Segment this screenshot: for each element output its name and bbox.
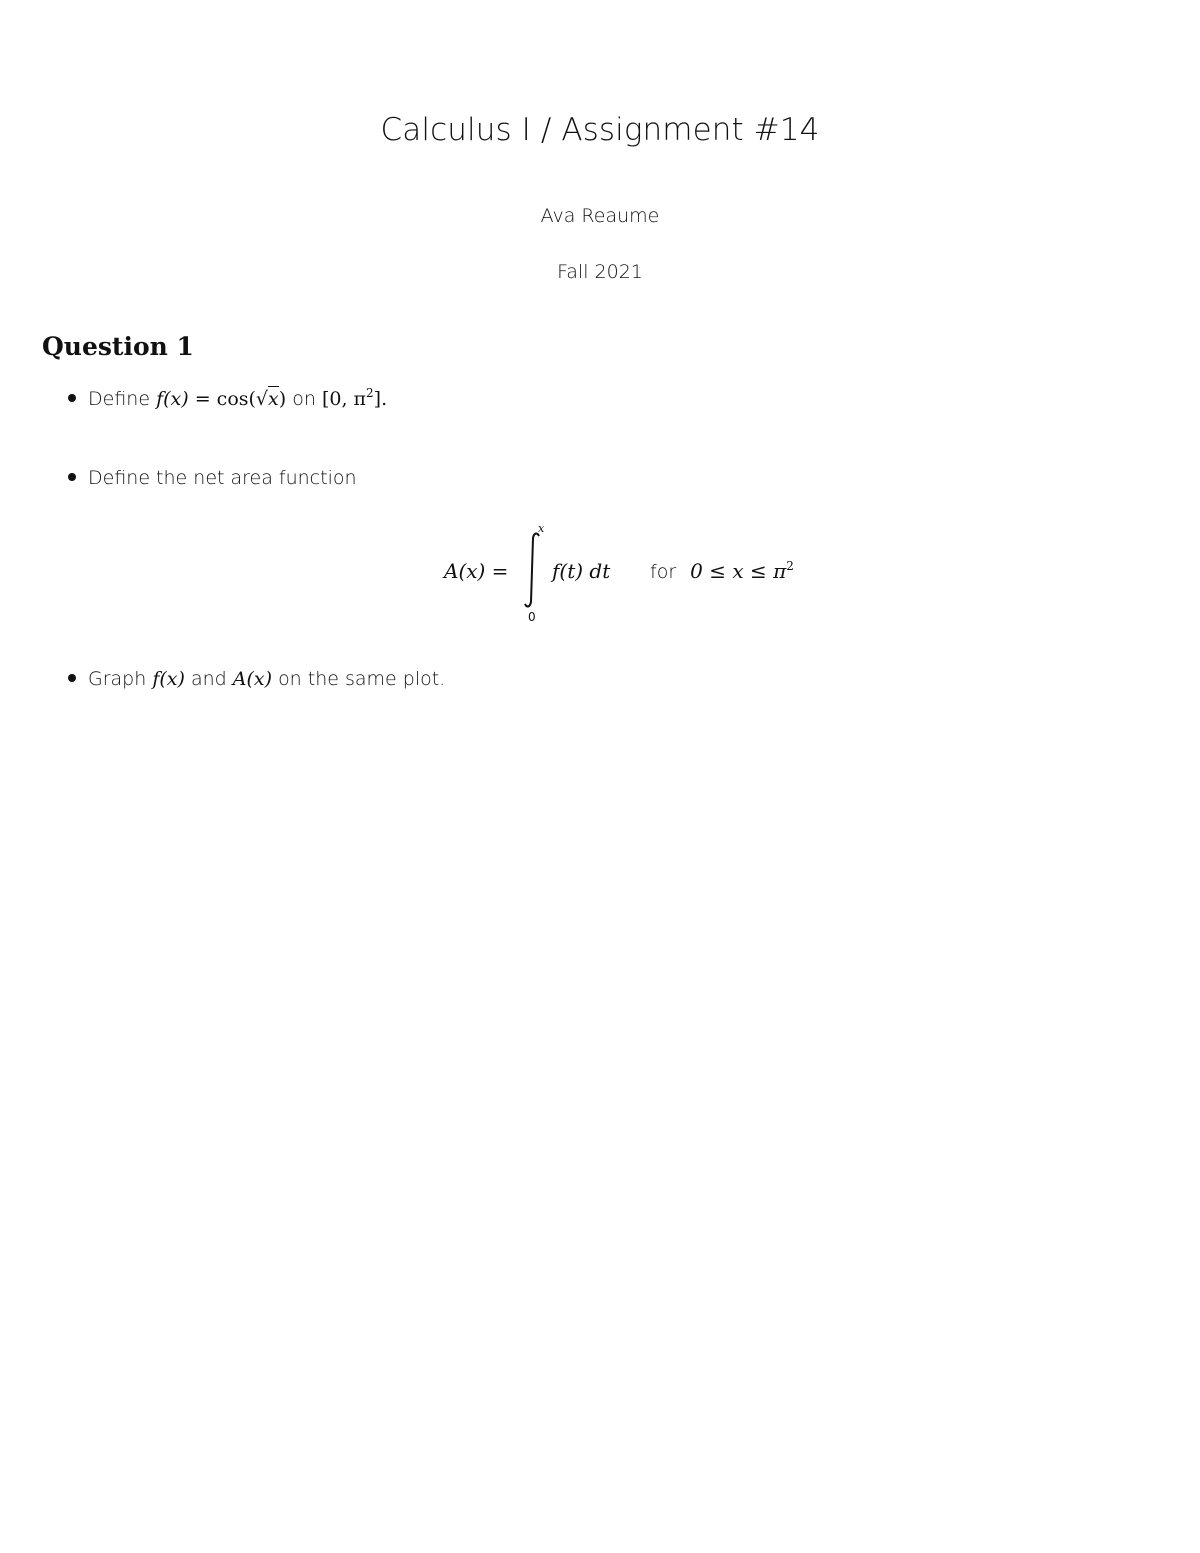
interval-exponent: 2 xyxy=(366,386,374,400)
bullet-text: Define the net area function xyxy=(88,467,357,489)
bullet-word: Define xyxy=(88,388,151,410)
condition-inequality: 0 ≤ x ≤ π xyxy=(690,559,787,583)
equation-lhs-text: A(x) = xyxy=(444,559,509,583)
integral-upper-limit: x xyxy=(538,522,545,535)
equation-condition xyxy=(650,559,794,583)
integral-lower-limit: 0 xyxy=(528,610,536,624)
math-equals: = xyxy=(194,388,211,410)
math-a-of-x: A(x) xyxy=(232,668,273,690)
interval-open: [0, π xyxy=(321,388,367,410)
condition-exponent: 2 xyxy=(786,559,794,573)
for-word: for xyxy=(650,561,677,583)
integrand: f(t) dt xyxy=(552,559,611,583)
document-date: Fall 2021 xyxy=(557,261,643,283)
bullet-icon xyxy=(68,394,76,402)
bullet-word: Graph xyxy=(88,668,147,690)
bullet-icon xyxy=(68,473,76,481)
math-cos: cos( xyxy=(216,388,256,410)
math-sqrt-arg: x xyxy=(268,388,279,410)
bullet-define-area xyxy=(68,467,357,489)
bullet-graph xyxy=(68,668,445,690)
bullet-rest: on the same plot. xyxy=(278,668,446,690)
math-f-of-x: f(x) xyxy=(152,668,185,690)
bullet-and-word: and xyxy=(190,668,227,690)
math-f-of-x: f(x) xyxy=(156,388,189,410)
section-heading: Question 1 xyxy=(42,332,194,361)
equation-lhs xyxy=(444,559,508,583)
bullet-icon xyxy=(68,674,76,682)
document-author: Ava Reaume xyxy=(540,205,660,227)
sqrt-icon: √ xyxy=(255,388,269,410)
integral-sign-icon xyxy=(520,530,544,610)
display-equation xyxy=(440,524,820,634)
document-title: Calculus I / Assignment #14 xyxy=(380,112,820,148)
bullet-on-word: on xyxy=(292,388,316,410)
math-close-paren: ) xyxy=(278,388,287,410)
bullet-define-f xyxy=(68,388,387,410)
math-interval xyxy=(322,388,387,410)
interval-close: ]. xyxy=(373,388,388,410)
